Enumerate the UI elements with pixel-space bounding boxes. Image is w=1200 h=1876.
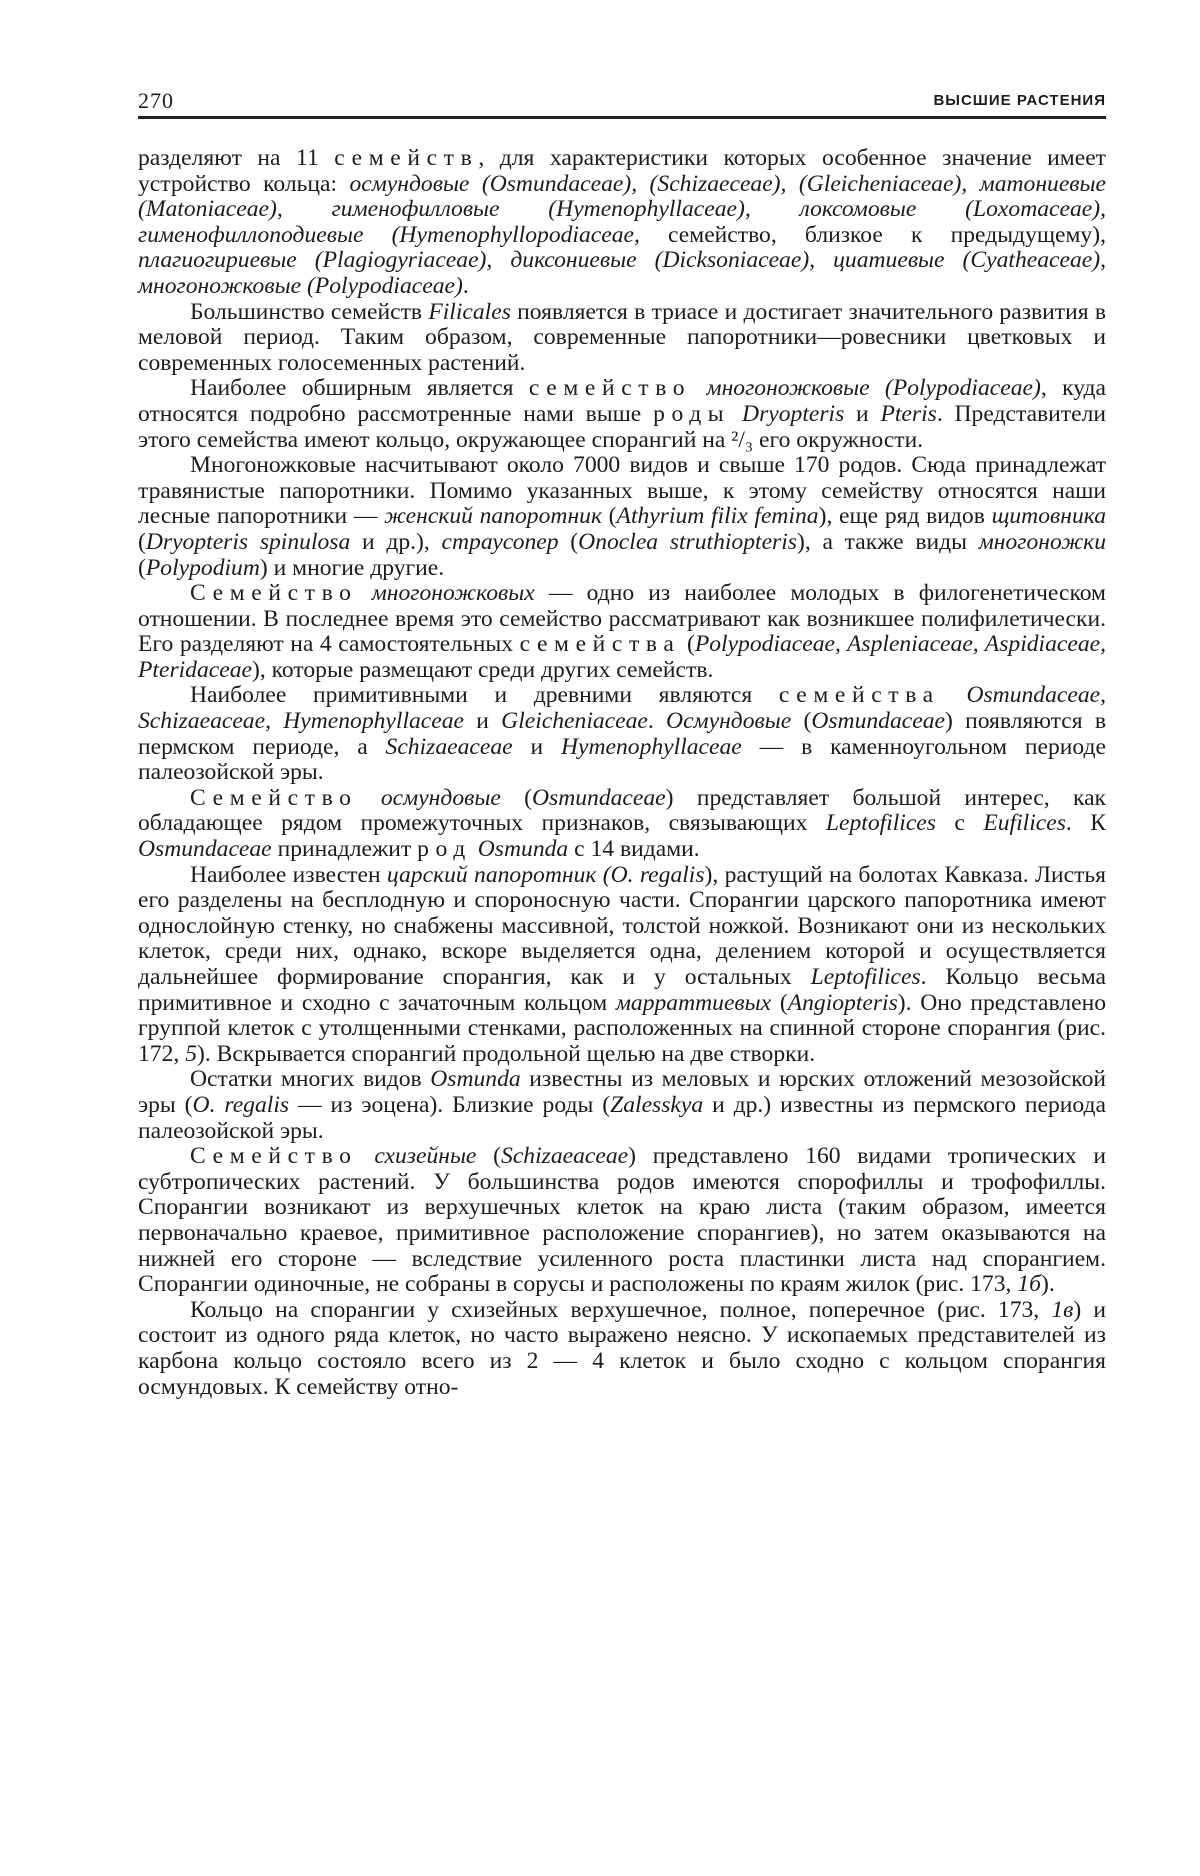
text-run: принадлежит (271, 836, 418, 863)
italic-term: осмундовые (380, 784, 501, 811)
text-run: . К (1065, 810, 1106, 837)
text-run: ( (771, 989, 788, 1016)
italic-term: многоножки (978, 528, 1106, 555)
italic-term: страусопер (441, 528, 559, 555)
paragraph (138, 376, 1106, 453)
italic-term: Dryopteris spinulosa (145, 528, 351, 555)
text-run: ( (138, 554, 146, 581)
italic-term: Dryopteris (742, 400, 845, 427)
spaced-term: Семейство (190, 1143, 358, 1170)
spaced-term: род (417, 836, 472, 863)
italic-term: Polypodiaceae, Aspleniaceae, Aspidiaceae, Pteridaceae (138, 631, 1107, 683)
text-run: появляется в триасе и достигает значительного развития в меловой период. Таким образом, современные папоротники—ровесники цветковых и современных голосеменных растений. (138, 298, 1107, 376)
italic-term: Osmundaceae, Schizaeaceae, Hymenophyllaceae (138, 682, 1107, 735)
text-run: . Представители этого семейства имеют кольцо, окружающее спорангий на ²/₃ его окружности. (138, 400, 1106, 453)
italic-term: 1б (1017, 1271, 1041, 1298)
text-run: . Кольцо весьма примитивное и сходно с зачаточным кольцом (138, 964, 1106, 1016)
spaced-term: роды (653, 400, 731, 427)
text-run: и (844, 400, 881, 427)
italic-term: Осмундовые (666, 708, 792, 735)
text-run: ( (558, 528, 579, 555)
text-run: и (512, 733, 561, 760)
italic-term: Athyrium filix femina (616, 503, 819, 530)
italic-term: Polypodium (145, 554, 260, 581)
running-head: ВЫСШИЕ РАСТЕНИЯ (933, 92, 1106, 109)
text-run: и (464, 708, 502, 735)
text-run: семейство, близкое к предыдущему), (639, 221, 1106, 248)
italic-term: Pteris (880, 400, 937, 427)
text-run: ), растущий на болотах Кавказа. Листья его разделены на бесплодную и спороносную части. Спорангии царского папоротника имеют однослойную стенку, но снабжены массивной, толстой ножкой. Возникают они из нескольких клеток, среди них, однако, вскоре выделяется одна, делением которой и осуществляется дальнейшее формирование спорангия, как и у остальных (138, 861, 1107, 990)
paragraph (138, 683, 1106, 785)
italic-term: 1в (1051, 1296, 1074, 1323)
italic-term: Gleicheniaceae (501, 708, 648, 735)
paragraph (138, 300, 1106, 377)
paragraph (138, 146, 1106, 300)
italic-term: женский папоротник (384, 503, 602, 530)
text-run: . (462, 272, 469, 299)
italic-term: Schizaeaceae (385, 733, 513, 760)
paragraph (138, 581, 1106, 683)
text-run: , куда относятся подробно рассмотренные нами выше (138, 375, 1106, 427)
text-run: ) представлено 160 видами тропических и субтропических растений. У большинства родов имеются спорофиллы и трофофиллы. Спорангии возникают из верхушечных клеток на краю листа (таким образом, имеется первоначально краевое, примитивное расположение спорангиев), но затем оказываются на нижней его стороне — вследствие усиленного роста пластинки листа над спорангием. Спорангии одиночные, не собраны в сорусы и расположены по краям жилок (рис. 173, (138, 1143, 1106, 1298)
italic-term: Eufilices (983, 810, 1066, 837)
text-run: разделяют на 11 (138, 145, 335, 171)
italic-term: 5 (185, 1040, 197, 1067)
text-run: ( (680, 631, 695, 658)
italic-term: Osmundaceae (531, 784, 666, 811)
text-run (358, 785, 381, 811)
text-run: ( (138, 528, 146, 555)
text-run: Наиболее известен (190, 861, 387, 888)
paragraph (138, 863, 1106, 1068)
spaced-term: семейств (334, 145, 479, 171)
text-run: ), еще ряд видов (818, 503, 992, 530)
italic-term: Osmundaceae (811, 708, 945, 735)
page-header (138, 86, 1106, 119)
text-run (358, 580, 372, 606)
text-run: Многоножковые насчитывают около 7000 видов и свыше 170 родов. Сюда принадлежат травянистые папоротники. Помимо указанных выше, к этому семейству относятся наши лесные папоротники — (138, 452, 1106, 530)
text-run: ( (500, 784, 532, 811)
italic-term: Filicales (428, 298, 511, 325)
text-run (691, 375, 706, 401)
text-run: Остатки многих видов (190, 1066, 431, 1093)
text-run: известны из меловых и юрских отложений мезозойской эры ( (138, 1066, 1106, 1118)
text-run: ( (601, 503, 617, 530)
paragraph (138, 1298, 1106, 1400)
italic-term: схизейные (374, 1143, 477, 1170)
italic-term: Osmunda (477, 836, 569, 863)
text-run (940, 682, 967, 708)
italic-term: Onoclea struthiopteris (578, 528, 797, 555)
paragraph (138, 453, 1106, 581)
text-run: ). Оно представлено группой клеток с утолщенными стенками, расположенных на спинной стороне спорангия (рис. 172, (138, 989, 1106, 1067)
text-run: и др.), (350, 528, 442, 555)
text-run: ), которые размещают среди других семейств. (251, 656, 714, 683)
italic-term: Leptofilices (825, 810, 936, 837)
text-run: ) и многие другие. (259, 554, 445, 581)
italic-term: O. regalis (192, 1091, 290, 1118)
text-run: . (647, 708, 667, 735)
spaced-term: семейства (519, 631, 681, 658)
text-run: ) представляет большой интерес, как обладающее рядом промежуточных признаков, связывающих (138, 784, 1106, 837)
italic-term: Zalesskya (610, 1091, 704, 1118)
spaced-term: семейства (778, 682, 940, 709)
text-run: — одно из наиболее молодых в филогенетическом отношении. В последнее время это семейство рассматривают как возникшее полифилетически. Его разделяют на 4 самостоятельных (138, 580, 1106, 658)
italic-term: Osmunda (430, 1066, 521, 1093)
italic-term: Hymenophyllaceae (560, 733, 742, 760)
italic-term: Angiopteris (787, 989, 898, 1016)
text-run: ) и состоит из одного ряда клеток, но часто выражено неясно. У ископаемых представителей из карбона кольцо состояло всего из 2 — 4 клеток и было сходно с кольцом спорангия осмундовых. К семейству отно- (138, 1296, 1106, 1400)
text-run: Наиболее примитивными и древними являются (190, 682, 779, 709)
text-run: — из эоцена). Близкие роды ( (289, 1091, 611, 1118)
spaced-term: Семейство (190, 784, 358, 811)
spaced-term: Семейство (190, 580, 358, 607)
text-run: Кольцо на спорангии у схизейных верхушечное, полное, поперечное (рис. 173, (190, 1296, 1052, 1323)
text-run: ( (476, 1143, 502, 1170)
text-run: Наиболее обширным является (190, 375, 529, 402)
text-run: Большинство семейств (190, 298, 429, 325)
italic-term: царский папоротник (O. regalis (386, 861, 705, 888)
paragraph (138, 1067, 1106, 1144)
paragraph (138, 1144, 1106, 1298)
text-run: с (935, 810, 984, 837)
text-run (730, 401, 742, 427)
text-run: , для характеристики которых особенное значение имеет устройство кольца: (138, 145, 1106, 197)
italic-term: осмундовые (Osmundaceae), (Schizaeceae), (Gleicheniaceae), матониевые (Matoniaceae), гименофилловые (Hymenophyllaceae), локсомовые (Loxomaceae), гименофиллоподиевые (Hymenophyllopodiaceae, (138, 170, 1106, 248)
paragraph (138, 786, 1106, 863)
text-run: и др.) известны из пермского периода палеозойской эры. (138, 1091, 1107, 1144)
italic-term: Schizaeaceae (501, 1143, 629, 1170)
body-text (138, 146, 1106, 1400)
text-run: ), а также виды (796, 528, 979, 555)
text-run (358, 1143, 375, 1169)
italic-term: плагиогириевые (Plagiogyriaceae), диксониевые (Dicksoniaceae), циатиевые (Cyatheaceae), многоножковые (Polypodiaceae) (138, 247, 1106, 299)
text-run: ) появляются в пермском периоде, а (138, 708, 1106, 760)
italic-term: многоножковых (371, 580, 535, 607)
italic-term: Osmundaceae (138, 836, 272, 863)
spaced-term: семейство (528, 375, 692, 402)
page-number: 270 (138, 88, 174, 113)
text-run: ( (791, 708, 812, 735)
italic-term: марраттиевых (615, 989, 772, 1016)
italic-term: многоножковые (Polypodiaceae) (706, 375, 1041, 402)
italic-term: Leptofilices (810, 964, 921, 990)
text-run: ). (1041, 1271, 1055, 1298)
text-run: с 14 видами. (568, 836, 700, 863)
text-run: ). Вскрывается спорангий продольной щелью на две створки. (196, 1040, 816, 1067)
text-run: — в каменноугольном периоде палеозойской эры. (138, 733, 1106, 786)
italic-term: щитовника (991, 503, 1106, 530)
